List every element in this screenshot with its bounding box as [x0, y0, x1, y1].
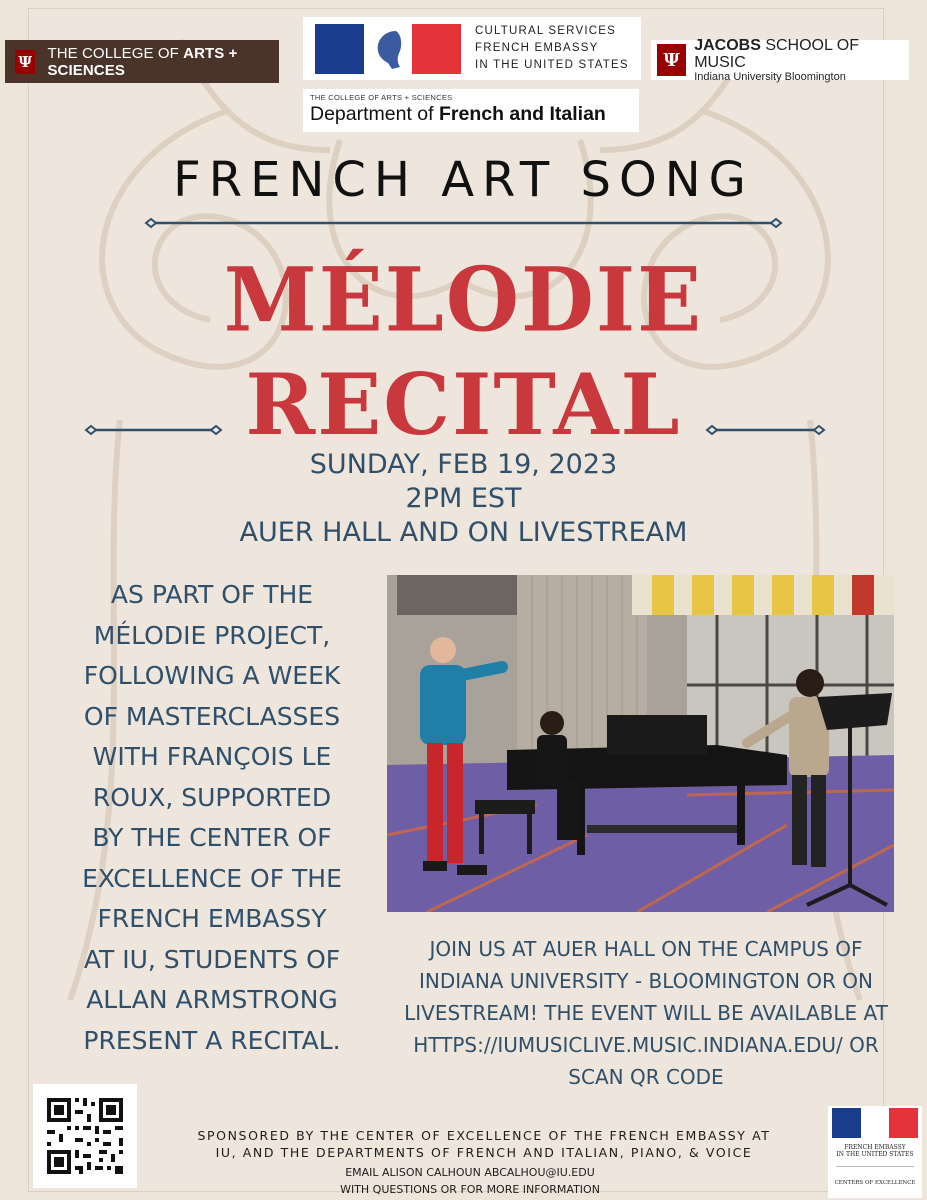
join-us-text: JOIN US AT AUER HALL ON THE CAMPUS OF INDIANA UNIVERSITY - BLOOMINGTON OR ON LIVESTREAM! THE EVENT WILL BE AVAILABLE AT HTTPS://IUMUSICLIVE.MUSIC.INDIANA.EDU/ OR SCAN QR CODE: [368, 933, 924, 1093]
dept-logo-small: THE COLLEGE OF ARTS + SCIENCES: [310, 93, 453, 102]
coe-logo-embassy-text: FRENCH EMBASSY IN THE UNITED STATES: [836, 1144, 914, 1158]
event-place: AUER HALL AND ON LIVESTREAM: [239, 517, 688, 548]
embassy-logo-text: CULTURAL SERVICES FRENCH EMBASSY IN THE UNITED STATES: [475, 25, 629, 71]
dept-logo-name: Department of French and Italian: [310, 103, 606, 125]
iu-trident-icon: Ψ: [15, 50, 35, 74]
recital-photo: [387, 575, 894, 912]
jacobs-school-of-music-logo: [651, 37, 909, 83]
jacobs-logo-sub: Indiana University Bloomington: [694, 71, 846, 83]
sponsor-text: SPONSORED BY THE CENTER OF EXCELLENCE OF THE FRENCH EMBASSY AT IU, AND THE DEPARTMENTS OF FRENCH AND ITALIAN, PIANO, & VOICE: [197, 1128, 771, 1160]
french-embassy-cultural-services-logo: [303, 17, 641, 80]
college-logo-text: THE COLLEGE OF ARTS + SCIENCES: [47, 44, 238, 79]
centers-of-excellence-logo: [828, 1106, 922, 1198]
coe-divider: [836, 1166, 914, 1167]
event-time: 2PM EST: [405, 483, 522, 514]
marianne-profile-icon: [366, 27, 410, 71]
dept-french-italian-logo: [303, 89, 639, 132]
description-text: AS PART OF THE MÉLODIE PROJECT, FOLLOWING A WEEK OF MASTERCLASSES WITH FRANÇOIS LE ROUX, SUPPORTED BY THE CENTER OF EXCELLENCE OF THE FRENCH EMBASSY AT IU, STUDENTS OF ALLAN ARMSTRONG PRESENT A RECITAL.: [82, 580, 342, 1055]
qr-code[interactable]: [33, 1084, 137, 1188]
contact-text: EMAIL ALISON CALHOUN ABCALHOU@IU.EDU WITH QUESTIONS OR FOR MORE INFORMATION: [290, 1164, 650, 1198]
livestream-url[interactable]: HTTPS://IUMUSICLIVE.MUSIC.INDIANA.EDU/ OR: [413, 1033, 879, 1057]
iu-trident-icon: Ψ: [657, 44, 686, 76]
event-date: SUNDAY, FEB 19, 2023: [309, 449, 618, 480]
college-arts-sciences-logo: [5, 40, 279, 83]
contact-email[interactable]: EMAIL ALISON CALHOUN ABCALHOU@IU.EDU: [345, 1166, 595, 1179]
heading-french-art-song: FRENCH ART SONG: [173, 152, 754, 208]
coe-logo-centers-text: CENTERS OF EXCELLENCE: [834, 1180, 916, 1186]
event-details: [0, 448, 927, 550]
heading-melodie: MÉLODIE: [223, 247, 704, 352]
french-flag-icon: [832, 1108, 918, 1138]
jacobs-logo-name: JACOBS SCHOOL OF MUSIC: [694, 37, 859, 71]
marianne-flag-icon: [315, 24, 461, 74]
heading-recital: RECITAL: [245, 355, 682, 454]
